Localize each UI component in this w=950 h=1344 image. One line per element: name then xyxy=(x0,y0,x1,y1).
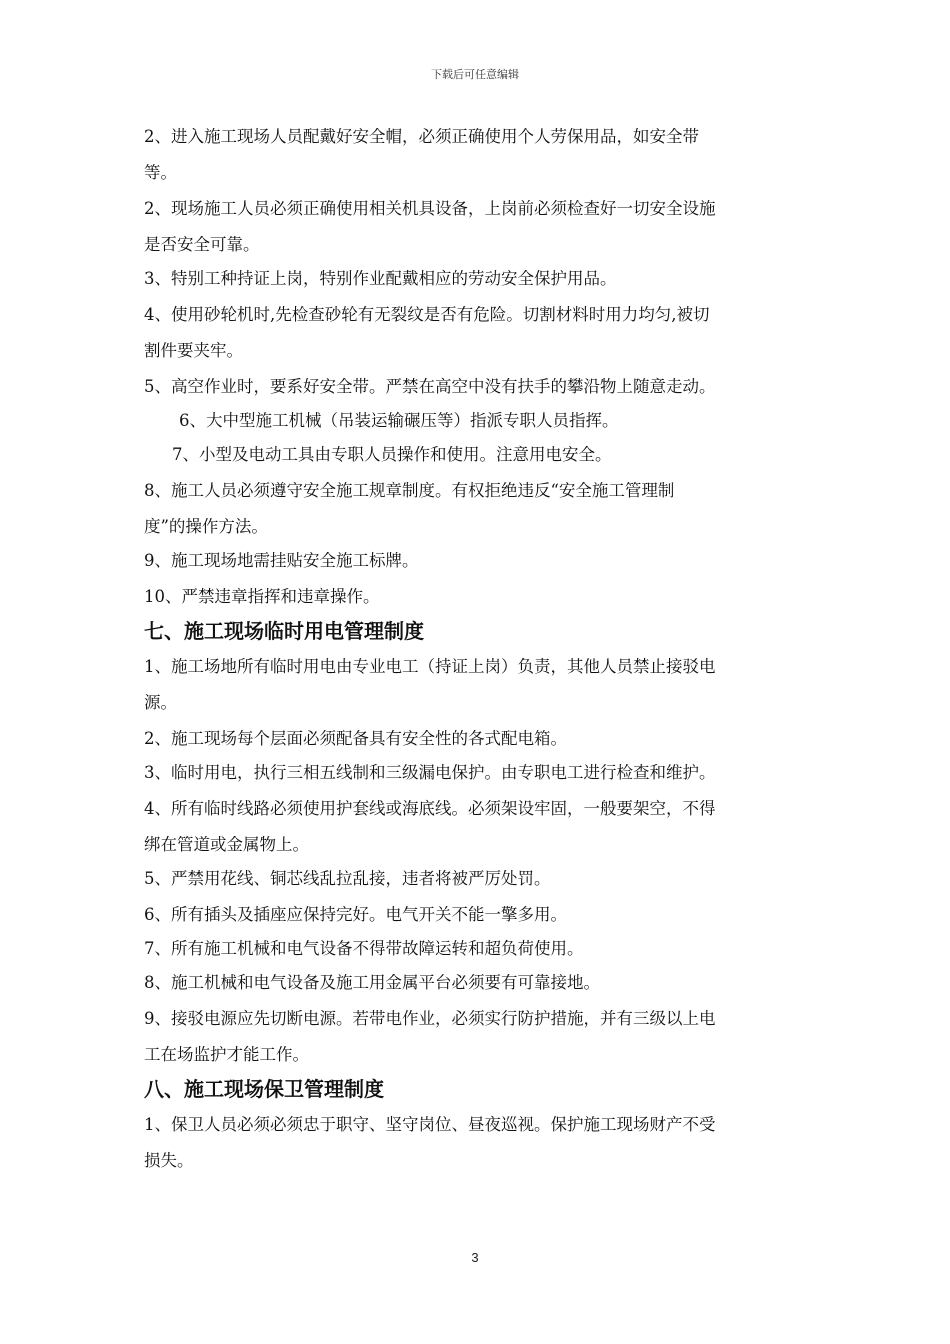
body-line: 4、使用砂轮机时,先检查砂轮有无裂纹是否有危险。切割材料时用力均匀,被切 xyxy=(144,305,710,324)
body-line: 3、特别工种持证上岗，特别作业配戴相应的劳动安全保护用品。 xyxy=(144,269,617,288)
body-line: 2、施工现场每个层面必须配备具有安全性的各式配电箱。 xyxy=(144,729,567,748)
body-line: 2、现场施工人员必须正确使用相关机具设备，上岗前必须检查好一切安全设施 xyxy=(144,199,716,218)
body-line: 割件要夹牢。 xyxy=(144,341,243,360)
body-line: 5、高空作业时，要系好安全带。严禁在高空中没有扶手的攀沿物上随意走动。 xyxy=(144,377,716,396)
body-line: 1、施工场地所有临时用电由专业电工（持证上岗）负责，其他人员禁止接驳电 xyxy=(144,657,716,676)
body-line: 4、所有临时线路必须使用护套线或海底线。必须架设牢固，一般要架空，不得 xyxy=(144,799,716,818)
body-line: 10、严禁违章指挥和违章操作。 xyxy=(144,587,380,606)
body-line: 度”的操作方法。 xyxy=(144,517,268,536)
body-line: 6、所有插头及插座应保持完好。电气开关不能一擎多用。 xyxy=(144,905,567,924)
section-heading: 七、施工现场临时用电管理制度 xyxy=(144,619,424,643)
body-line: 7、小型及电动工具由专职人员操作和使用。注意用电安全。 xyxy=(172,445,612,464)
body-line: 1、保卫人员必须必须忠于职守、坚守岗位、昼夜巡视。保护施工现场财产不受 xyxy=(144,1115,716,1134)
body-line: 源。 xyxy=(144,693,177,712)
body-line: 7、所有施工机械和电气设备不得带故障运转和超负荷使用。 xyxy=(144,939,584,958)
page-header: 下载后可任意编辑 xyxy=(431,68,519,81)
body-line: 工在场监护才能工作。 xyxy=(144,1045,309,1064)
body-line: 3、临时用电，执行三相五线制和三级漏电保护。由专职电工进行检查和维护。 xyxy=(144,763,716,782)
page-number: 3 xyxy=(471,1250,479,1265)
body-line: 等。 xyxy=(144,163,177,182)
body-line: 是否安全可靠。 xyxy=(144,235,260,254)
body-line: 6、大中型施工机械（吊装运输碾压等）指派专职人员指挥。 xyxy=(179,411,619,430)
body-line: 5、严禁用花线、铜芯线乱拉乱接，违者将被严厉处罚。 xyxy=(144,869,551,888)
body-line: 损失。 xyxy=(144,1151,194,1170)
section-heading: 八、施工现场保卫管理制度 xyxy=(144,1077,384,1101)
body-line: 2、进入施工现场人员配戴好安全帽，必须正确使用个人劳保用品，如安全带 xyxy=(144,127,699,146)
body-line: 绑在管道或金属物上。 xyxy=(144,835,309,854)
body-line: 9、接驳电源应先切断电源。若带电作业，必须实行防护措施，并有三级以上电 xyxy=(144,1009,716,1028)
body-line: 8、施工机械和电气设备及施工用金属平台必须要有可靠接地。 xyxy=(144,973,600,992)
body-line: 8、施工人员必须遵守安全施工规章制度。有权拒绝违反“安全施工管理制 xyxy=(144,481,675,500)
body-line: 9、施工现场地需挂贴安全施工标牌。 xyxy=(144,551,419,570)
